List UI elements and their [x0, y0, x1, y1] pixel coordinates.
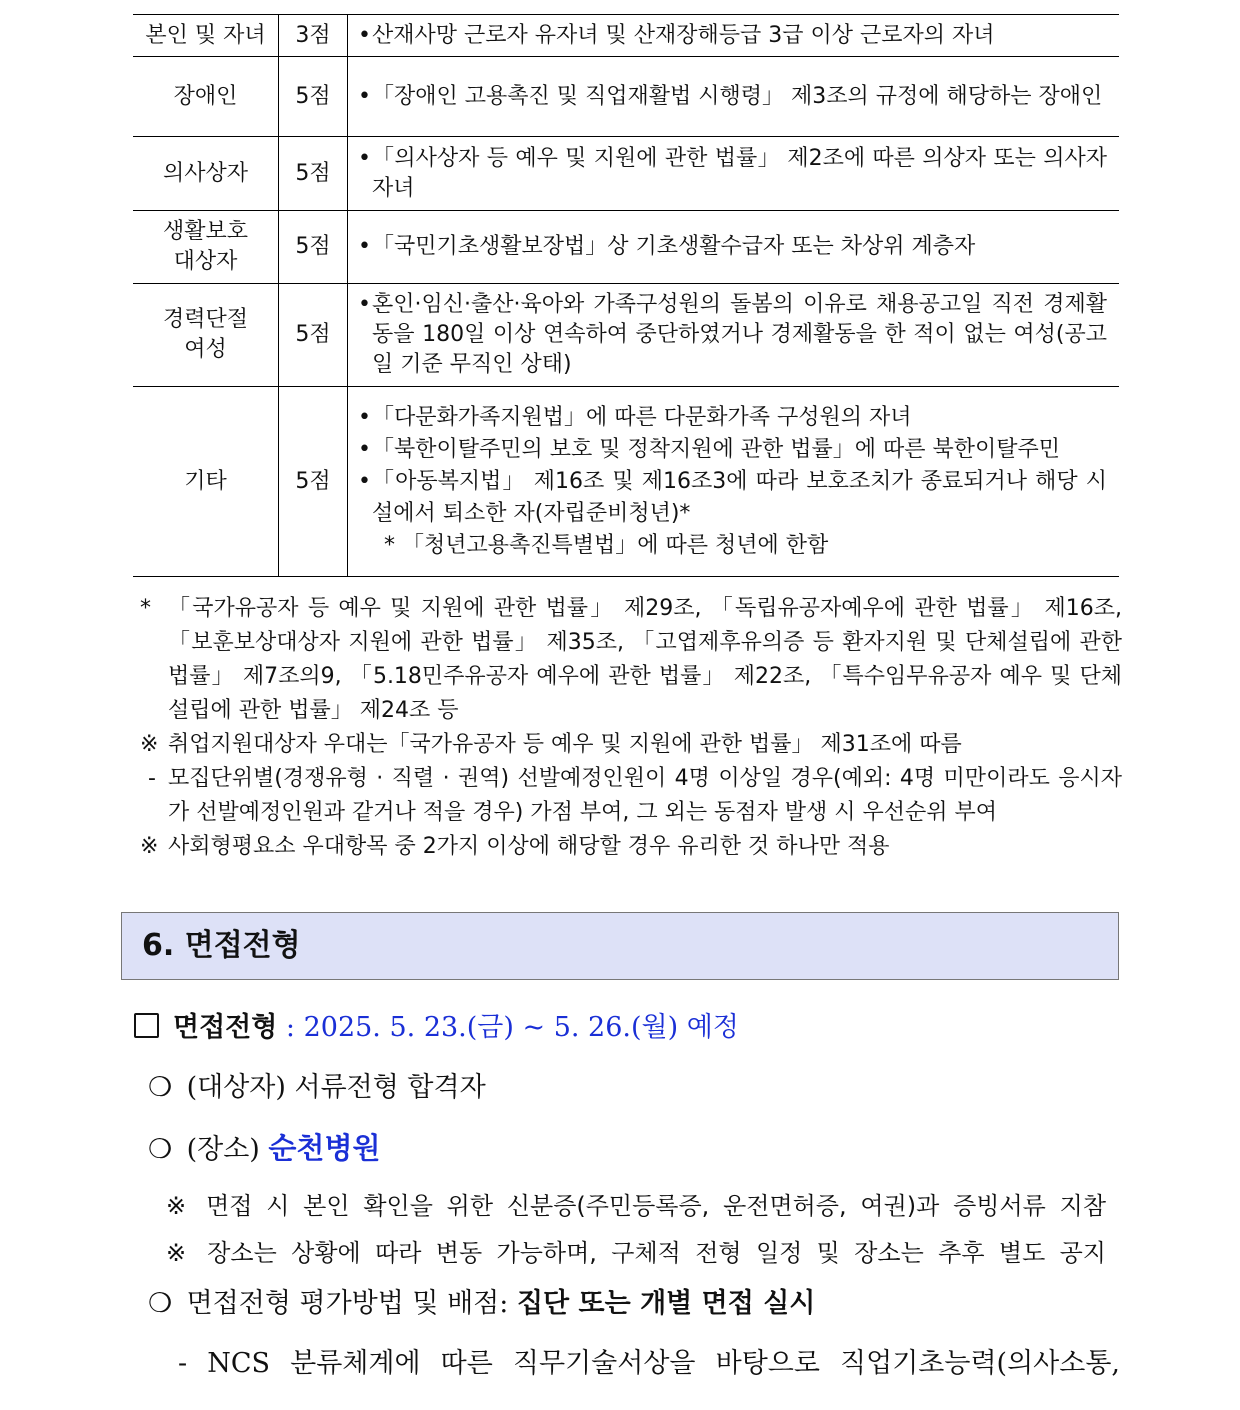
points-cell: 3점	[279, 15, 348, 57]
description-cell	[348, 15, 1120, 57]
ncs-line	[178, 1344, 1120, 1384]
note-item	[140, 592, 1122, 728]
category-text: 경력단절 여성	[162, 307, 248, 362]
reference-mark: ※	[140, 834, 159, 859]
category-cell: 의사상자	[133, 137, 279, 211]
category-cell	[133, 284, 279, 387]
asterisk-mark: *	[140, 596, 151, 621]
bonus-points-table	[133, 14, 1119, 577]
place-value: 순천병원	[268, 1131, 381, 1165]
interview-note	[166, 1235, 1106, 1271]
description-text: 혼인·임신·출산·육아와 가족구성원의 돌봄의 이유로 채용공고일 직전 경제활동을 180일 이상 연속하여 중단하였거나 경제활동을 한 적이 없는 여성(공고일 기준 무직인 상태)	[372, 292, 1107, 377]
reference-mark: ※	[166, 1192, 193, 1220]
section-heading	[121, 912, 1119, 980]
description-text: 산재사망 근로자 유자녀 및 산재장해등급 3급 이상 근로자의 자녀	[372, 22, 995, 48]
table-row	[133, 284, 1119, 387]
description-text: 「아동복지법」 제16조 및 제16조3에 따라 보호조치가 종료되거나 해당 시설에서 퇴소한 자(자립준비청년)*	[372, 468, 1107, 526]
points-cell: 5점	[279, 211, 348, 284]
category-text: 생활보호 대상자	[162, 219, 248, 274]
dash-mark: -	[178, 1348, 188, 1379]
note-item	[140, 728, 1122, 762]
reference-mark: ※	[166, 1239, 193, 1267]
interview-label: 면접전형	[173, 1012, 278, 1043]
method-label: 면접전형 평가방법 및 배점:	[186, 1288, 509, 1319]
points-cell: 5점	[279, 284, 348, 387]
bullet-icon: •	[358, 145, 371, 171]
bullet-icon: •	[358, 234, 371, 259]
bullet-icon: •	[358, 22, 371, 48]
category-cell: 본인 및 자녀	[133, 15, 279, 57]
note-text: 취업지원대상자 우대는「국가유공자 등 예우 및 지원에 관한 법률」 제31조에 따름	[168, 732, 962, 757]
description-text: 「장애인 고용촉진 및 직업재활법 시행령」 제3조의 규정에 해당하는 장애인	[372, 83, 1103, 109]
description-cell	[348, 284, 1120, 387]
description-text: 「국민기초생활보장법」상 기초생활수급자 또는 차상위 계층자	[372, 234, 976, 259]
table-row	[133, 137, 1119, 211]
note-text: 면접 시 본인 확인을 위한 신분증(주민등록증, 운전면허증, 여권)과 증빙서류 지참	[206, 1192, 1106, 1220]
points-cell: 5점	[279, 137, 348, 211]
category-cell	[133, 211, 279, 284]
category-cell: 장애인	[133, 57, 279, 137]
table-row	[133, 387, 1119, 577]
description-subnote: * 「청년고용촉진특별법」에 따른 청년에 한함	[384, 532, 829, 558]
target-value: 서류전형 합격자	[294, 1072, 486, 1103]
note-text: 「국가유공자 등 예우 및 지원에 관한 법률」 제29조, 「독립유공자예우에 관한 법률」 제16조, 「보훈보상대상자 지원에 관한 법률」 제35조, 「고엽제후유의증 등 환자지원 및 단체설립에 관한 법률」 제7조의9, 「5.18민주유공자 예우에 관한 법률」 제22조, 「특수임무유공자 예우 및 단체설립에 관한 법률」 제24조 등	[168, 596, 1122, 723]
bullet-icon: •	[358, 468, 371, 494]
category-cell: 기타	[133, 387, 279, 577]
description-text: 「다문화가족지원법」에 따른 다문화가족 구성원의 자녀	[372, 404, 912, 430]
interview-period-line	[134, 1008, 1124, 1048]
interview-note	[166, 1188, 1106, 1224]
note-item	[140, 762, 1122, 830]
description-cell	[348, 211, 1120, 284]
note-item	[140, 830, 1122, 864]
method-value: 집단 또는 개별 면접 실시	[516, 1288, 816, 1319]
circle-bullet-icon: ❍	[148, 1288, 173, 1319]
bullet-icon: •	[358, 404, 371, 430]
note-text: 사회형평요소 우대항목 중 2가지 이상에 해당할 경우 유리한 것 하나만 적용	[168, 834, 890, 859]
checkbox-square-icon	[134, 1013, 159, 1038]
table-notes	[140, 592, 1122, 864]
circle-bullet-icon: ❍	[148, 1134, 173, 1165]
description-cell	[348, 137, 1120, 211]
note-text: 장소는 상황에 따라 변동 가능하며, 구체적 전형 일정 및 장소는 추후 별도 공지	[207, 1239, 1106, 1267]
interview-period: 2025. 5. 23.(금) ~ 5. 26.(월) 예정	[303, 1012, 739, 1043]
dash-mark: -	[148, 766, 156, 791]
table-row	[133, 15, 1119, 57]
interview-place-line	[148, 1128, 1138, 1170]
ncs-text: NCS 분류체계에 따른 직무기술서상을 바탕으로 직업기초능력(의사소통,	[207, 1348, 1120, 1379]
description-cell	[348, 387, 1120, 577]
points-cell: 5점	[279, 57, 348, 137]
table-row	[133, 211, 1119, 284]
section-title: 6. 면접전형	[142, 928, 301, 963]
note-text: 모집단위별(경쟁유형 · 직렬 · 권역) 선발예정인원이 4명 이상일 경우(예외: 4명 미만이라도 응시자가 선발예정인원과 같거나 적을 경우) 가점 부여, 그 외는 동점자 발생 시 우선순위 부여	[168, 766, 1122, 825]
target-label: (대상자)	[186, 1072, 286, 1103]
bullet-icon: •	[358, 436, 371, 462]
description-text: 「의사상자 등 예우 및 지원에 관한 법률」 제2조에 따른 의상자 또는 의사자 자녀	[372, 145, 1107, 201]
points-cell: 5점	[279, 387, 348, 577]
circle-bullet-icon: ❍	[148, 1072, 173, 1103]
table-row	[133, 57, 1119, 137]
place-label: (장소)	[186, 1134, 260, 1165]
separator: :	[277, 1012, 304, 1043]
description-text: 「북한이탈주민의 보호 및 정착지원에 관한 법률」에 따른 북한이탈주민	[372, 436, 1061, 462]
description-cell	[348, 57, 1120, 137]
interview-method-line	[148, 1284, 1138, 1324]
bullet-icon: •	[358, 83, 371, 109]
reference-mark: ※	[140, 732, 159, 757]
interview-target-line	[148, 1068, 1138, 1108]
bullet-icon: •	[358, 292, 371, 317]
